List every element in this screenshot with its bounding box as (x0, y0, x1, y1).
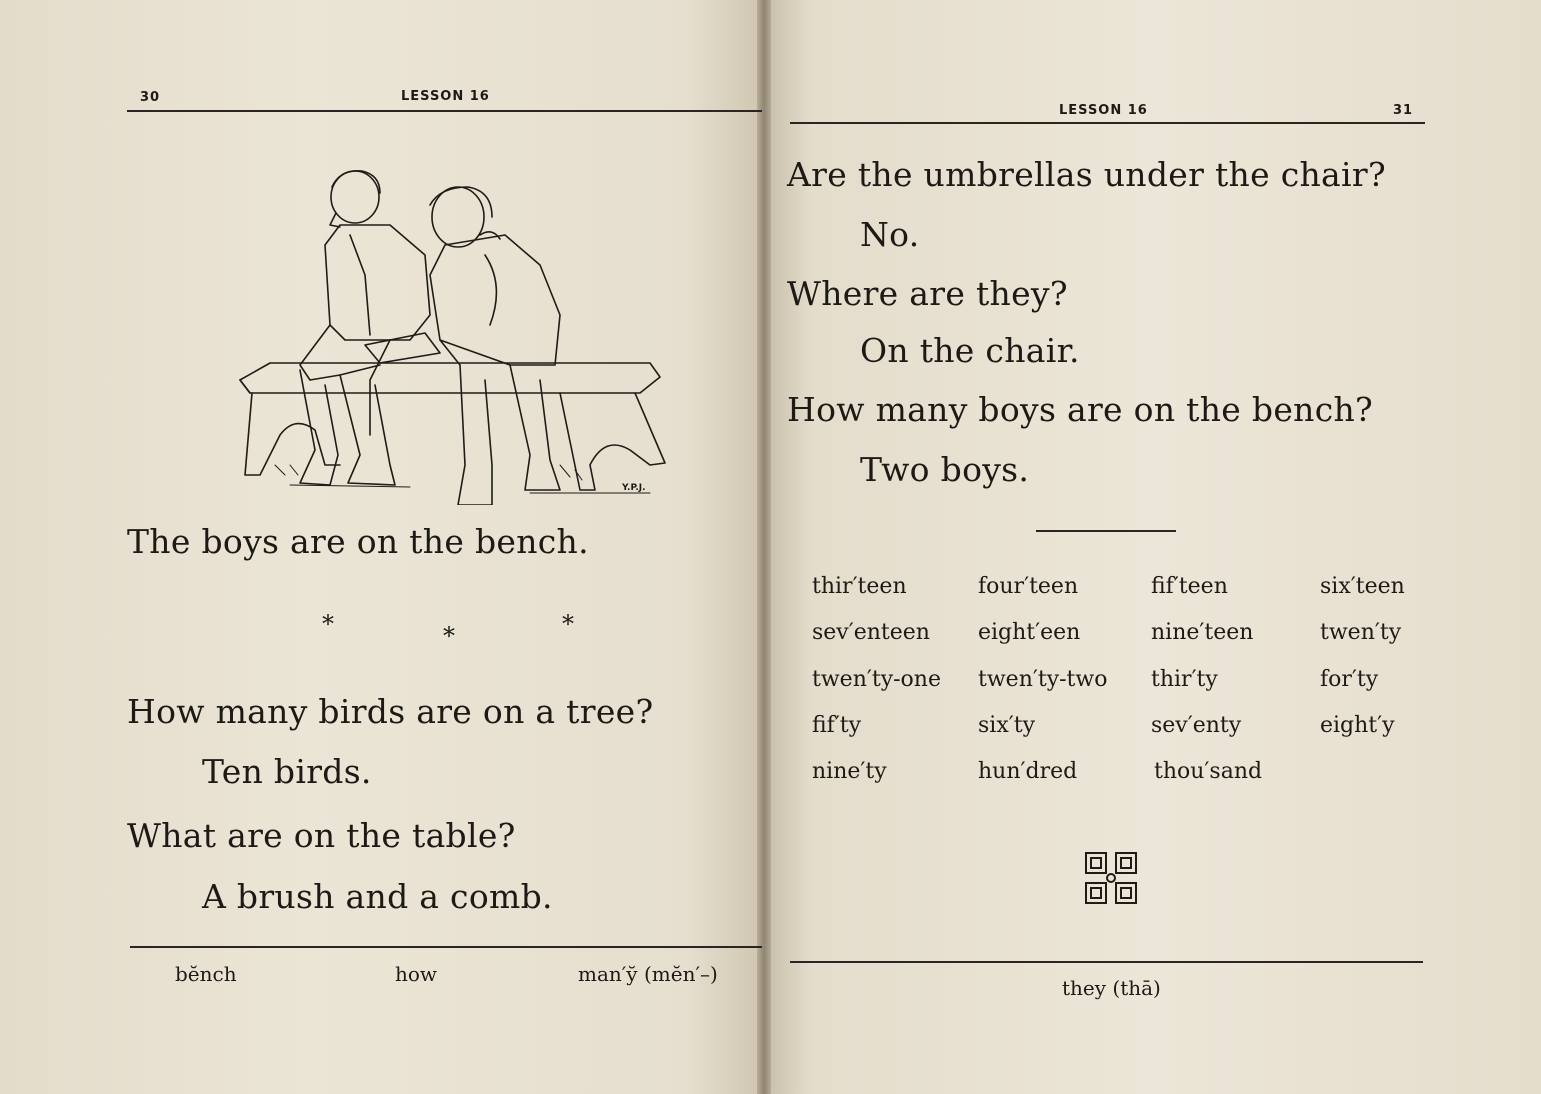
number-word: nine′ty (812, 759, 887, 784)
answer: Ten birds. (202, 752, 372, 791)
question: Are the umbrellas under the chair? (787, 155, 1386, 194)
question: Where are they? (787, 274, 1068, 313)
right-page-number: 31 (1393, 103, 1414, 118)
left-header-title: LESSON 16 (401, 89, 490, 104)
vocab-word: they (thā) (1062, 976, 1161, 1000)
illustration-caption: The boys are on the bench. (127, 522, 589, 561)
right-header-title: LESSON 16 (1059, 103, 1148, 118)
answer: No. (860, 215, 920, 254)
artist-initials: Y.P.J. (622, 483, 646, 493)
number-word: thir′teen (812, 574, 907, 599)
number-word: twen′ty-one (812, 667, 941, 692)
separator-asterisk: * (322, 610, 334, 638)
number-word: thou′sand (1154, 759, 1263, 784)
number-word: sev′enteen (812, 620, 930, 645)
vocab-word: how (395, 962, 438, 986)
number-word: four′teen (978, 574, 1079, 599)
separator-asterisk: * (562, 610, 574, 638)
number-word: six′teen (1320, 574, 1405, 599)
section-divider (1036, 530, 1176, 532)
left-footer-rule (130, 946, 762, 948)
book-gutter (757, 0, 771, 1094)
number-word: hun′dred (978, 759, 1078, 784)
right-footer-rule (790, 961, 1423, 963)
number-word: eight′een (978, 620, 1081, 645)
number-word: for′ty (1320, 667, 1379, 692)
answer: A brush and a comb. (202, 877, 553, 916)
question: How many birds are on a tree? (127, 692, 654, 731)
vocab-word: man′y̆ (mĕn′–) (578, 962, 718, 986)
number-word: twen′ty-two (978, 667, 1108, 692)
answer: On the chair. (860, 331, 1080, 370)
left-header-rule (127, 110, 762, 112)
number-word: sev′enty (1151, 713, 1242, 738)
number-word: nine′teen (1151, 620, 1254, 645)
left-page-number: 30 (140, 90, 161, 105)
number-word: twen′ty (1320, 620, 1402, 645)
number-word: thir′ty (1151, 667, 1218, 692)
vocab-word: bĕnch (175, 962, 237, 986)
two-boys-on-bench-illustration (230, 165, 670, 505)
number-word: fif′teen (1151, 574, 1228, 599)
number-word: eight′y (1320, 713, 1395, 738)
question: What are on the table? (127, 816, 516, 855)
four-square-ornament-icon (1084, 851, 1138, 905)
number-word: six′ty (978, 713, 1035, 738)
question: How many boys are on the bench? (787, 390, 1374, 429)
separator-asterisk: * (443, 622, 455, 650)
answer: Two boys. (860, 450, 1030, 489)
number-word: fif′ty (812, 713, 862, 738)
right-header-rule (790, 122, 1425, 124)
